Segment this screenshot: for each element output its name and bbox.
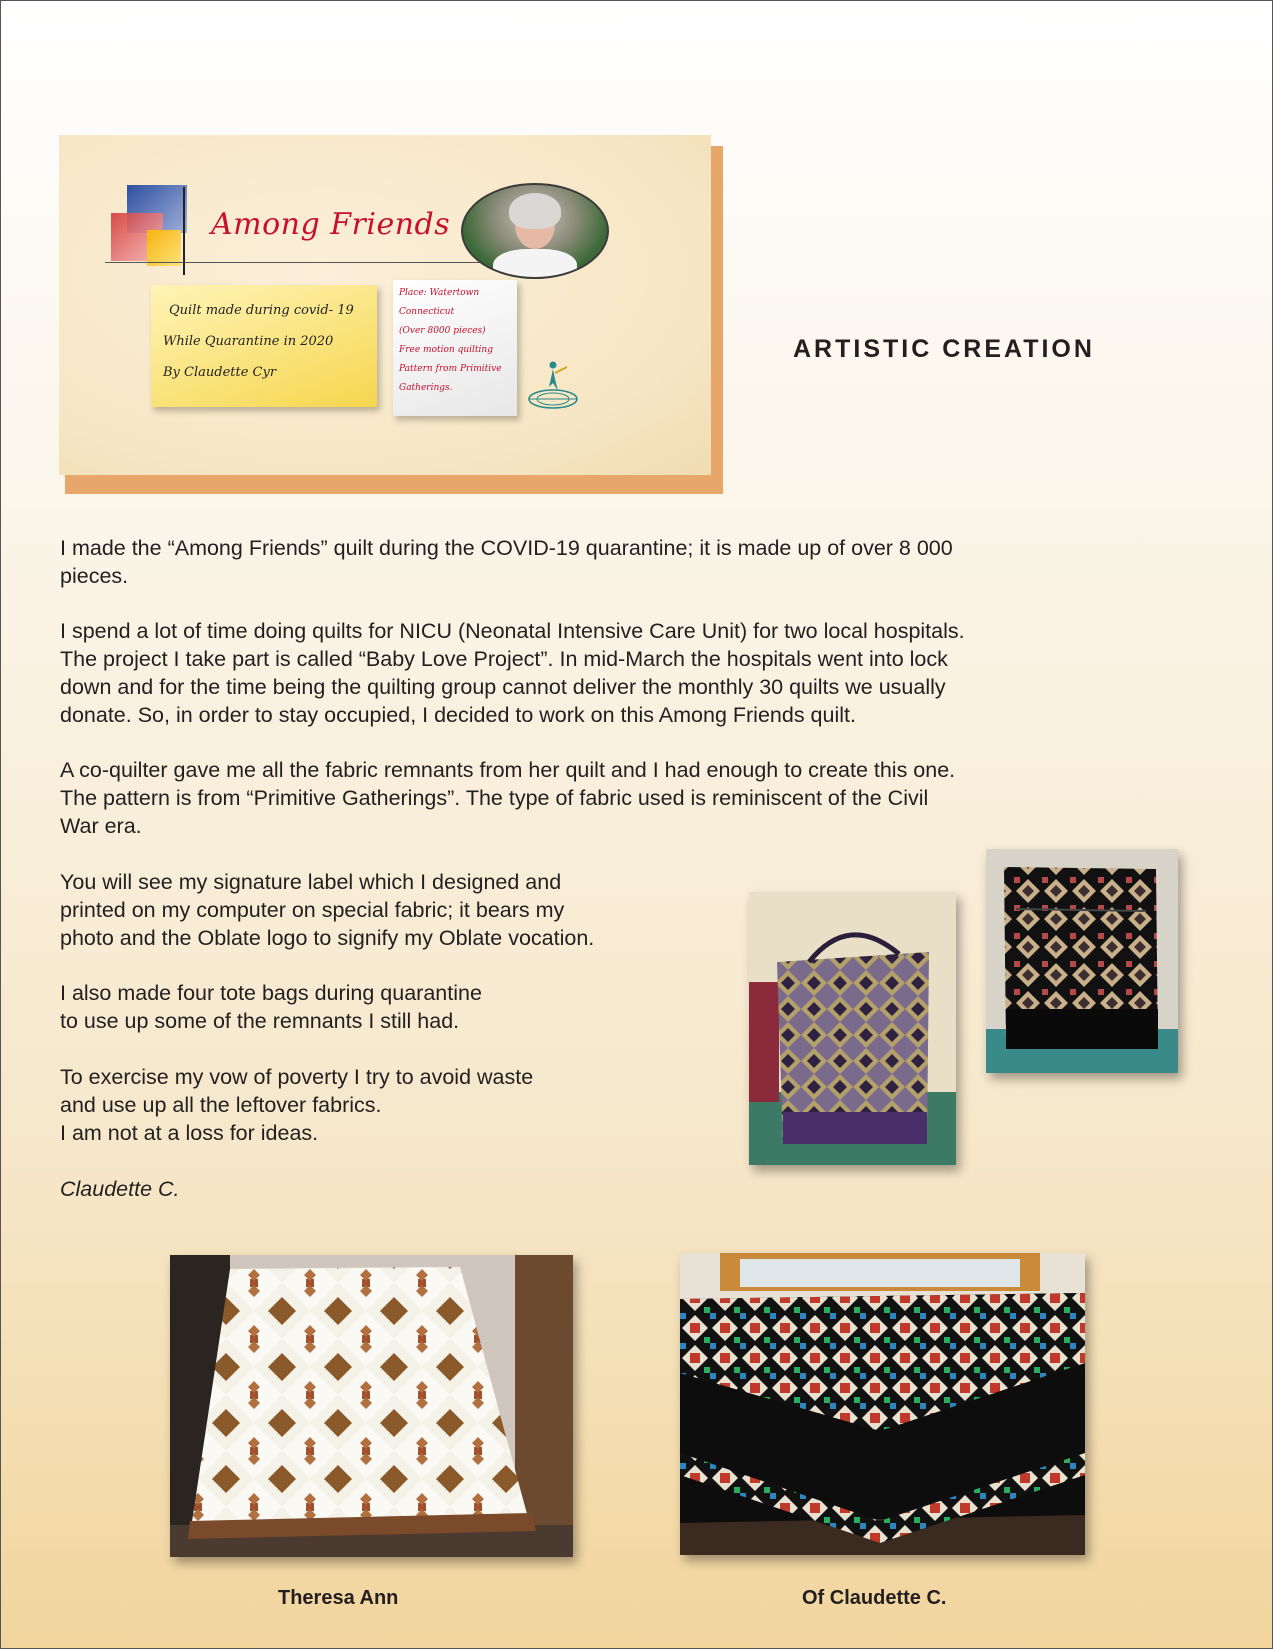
label-note-line: By Claudette Cyr [163,365,277,380]
quilt-label-card [59,135,711,475]
label-note-line: Quilt made during covid- 19 [169,303,354,318]
text-line: To exercise my vow of poverty I try to avoid waste [60,1065,534,1089]
quilt-photo-claudette [680,1253,1085,1555]
yellow-square-decoration [147,230,181,266]
paragraph-intro [60,534,953,590]
label-card-title: Among Friends [211,207,451,242]
caption-claudette: Of Claudette C. [802,1587,947,1609]
label-note-yellow [151,285,377,407]
quilt-photo-theresa-ann [170,1255,573,1557]
tote-bag-photo-black [986,849,1178,1073]
label-detail-line: Place: Watertown [399,288,480,298]
author-signature: Claudette C. [60,1177,180,1201]
text-line: I spend a lot of time doing quilts for NICU (Neonatal Intensive Care Unit) for two local hospitals. [60,619,965,643]
tote-bag-photo-purple [749,892,956,1165]
text-line: The pattern is from “Primitive Gatherings”. The type of fabric used is reminiscent of the Civil [60,786,929,810]
paragraph-nicu [60,617,965,729]
label-detail-line: Pattern from Primitive [399,364,502,374]
portrait-photo [461,183,609,279]
text-line: The project I take part is called “Baby Love Project”. In mid-March the hospitals went into lock [60,647,948,671]
text-line: down and for the time being the quilting group cannot deliver the monthly 30 quilts we usually [60,675,946,699]
label-detail-line: Connecticut [399,307,455,317]
section-title: ARTISTIC CREATION [793,335,1095,363]
text-line: to use up some of the remnants I still had. [60,1009,460,1033]
label-note-line: While Quarantine in 2020 [163,334,334,349]
text-line: A co-quilter gave me all the fabric remnants from her quilt and I had enough to create this one. [60,758,956,782]
text-line: printed on my computer on special fabric; it bears my [60,898,565,922]
paragraph-signature-label [60,868,594,952]
paragraph-poverty [60,1063,533,1147]
text-line: pieces. [60,564,129,588]
label-detail-line: (Over 8000 pieces) [399,326,486,336]
label-note-details [393,280,517,416]
oblate-logo-icon [525,357,581,413]
text-line: You will see my signature label which I designed and [60,870,562,894]
text-line: photo and the Oblate logo to signify my Oblate vocation. [60,926,595,950]
caption-theresa-ann: Theresa Ann [278,1587,399,1609]
text-line: War era. [60,814,142,838]
text-line: I made the “Among Friends” quilt during the COVID-19 quarantine; it is made up of over 8 000 [60,536,953,560]
text-line: I am not at a loss for ideas. [60,1121,319,1145]
text-line: I also made four tote bags during quarantine [60,981,482,1005]
text-line: donate. So, in order to stay occupied, I decided to work on this Among Friends quilt. [60,703,856,727]
paragraph-tote-bags [60,979,482,1035]
text-line: and use up all the leftover fabrics. [60,1093,382,1117]
label-detail-line: Free motion quilting [399,345,493,355]
paragraph-fabric [60,756,955,840]
label-detail-line: Gatherings. [399,383,453,393]
